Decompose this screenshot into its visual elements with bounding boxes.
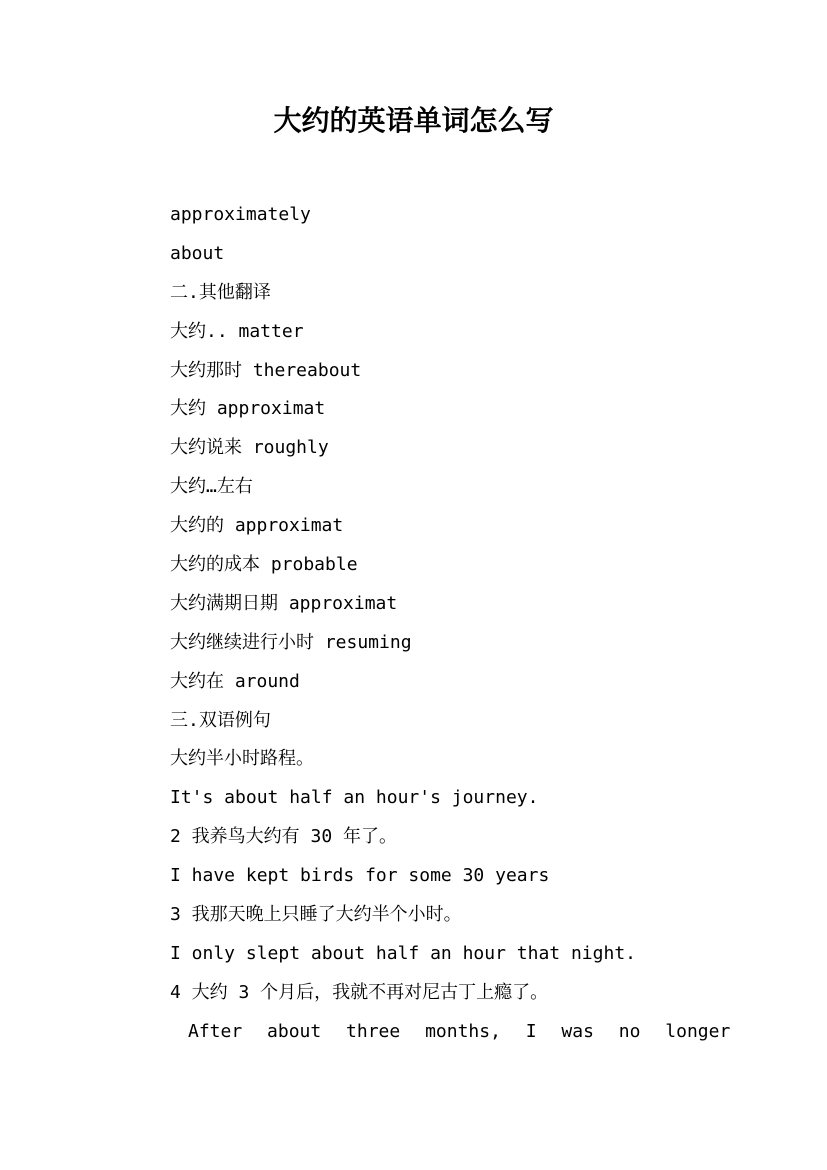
body-line: 大约说来 roughly: [170, 437, 329, 459]
example-sentence-english: After about three months, I was no longer: [188, 1020, 731, 1042]
section-heading: 三.双语例句: [170, 709, 271, 731]
example-sentence-chinese: 2 我养鸟大约有 30 年了。: [170, 826, 398, 848]
example-sentence-chinese: 4 大约 3 个月后，我就不再对尼古丁上瘾了。: [170, 981, 549, 1003]
body-line: 大约…左右: [170, 476, 253, 498]
body-line: 大约的 approximat: [170, 515, 344, 537]
example-sentence-english: It's about half an hour's journey.: [170, 787, 539, 809]
example-sentence-english: I have kept birds for some 30 years: [170, 865, 550, 887]
section-heading: 二.其他翻译: [170, 281, 271, 303]
body-line: about: [170, 242, 225, 264]
body-line: 大约那时 thereabout: [170, 359, 362, 381]
document-body: [170, 196, 731, 1052]
body-line: 大约的成本 probable: [170, 554, 358, 576]
body-line: 大约.. matter: [170, 320, 304, 342]
body-line: approximately: [170, 204, 311, 225]
example-sentence-chinese: 大约半小时路程。: [170, 748, 314, 770]
example-sentence-chinese: 3 我那天晚上只睡了大约半个小时。: [170, 904, 462, 926]
body-line: 大约在 around: [170, 670, 300, 692]
body-line: 大约 approximat: [170, 398, 326, 420]
body-line: 大约满期日期 approximat: [170, 592, 398, 614]
document-title: 大约的英语单词怎么写: [273, 104, 554, 137]
example-sentence-english: I only slept about half an hour that night.: [170, 942, 636, 964]
body-line: 大约继续进行小时 resuming: [170, 631, 412, 653]
